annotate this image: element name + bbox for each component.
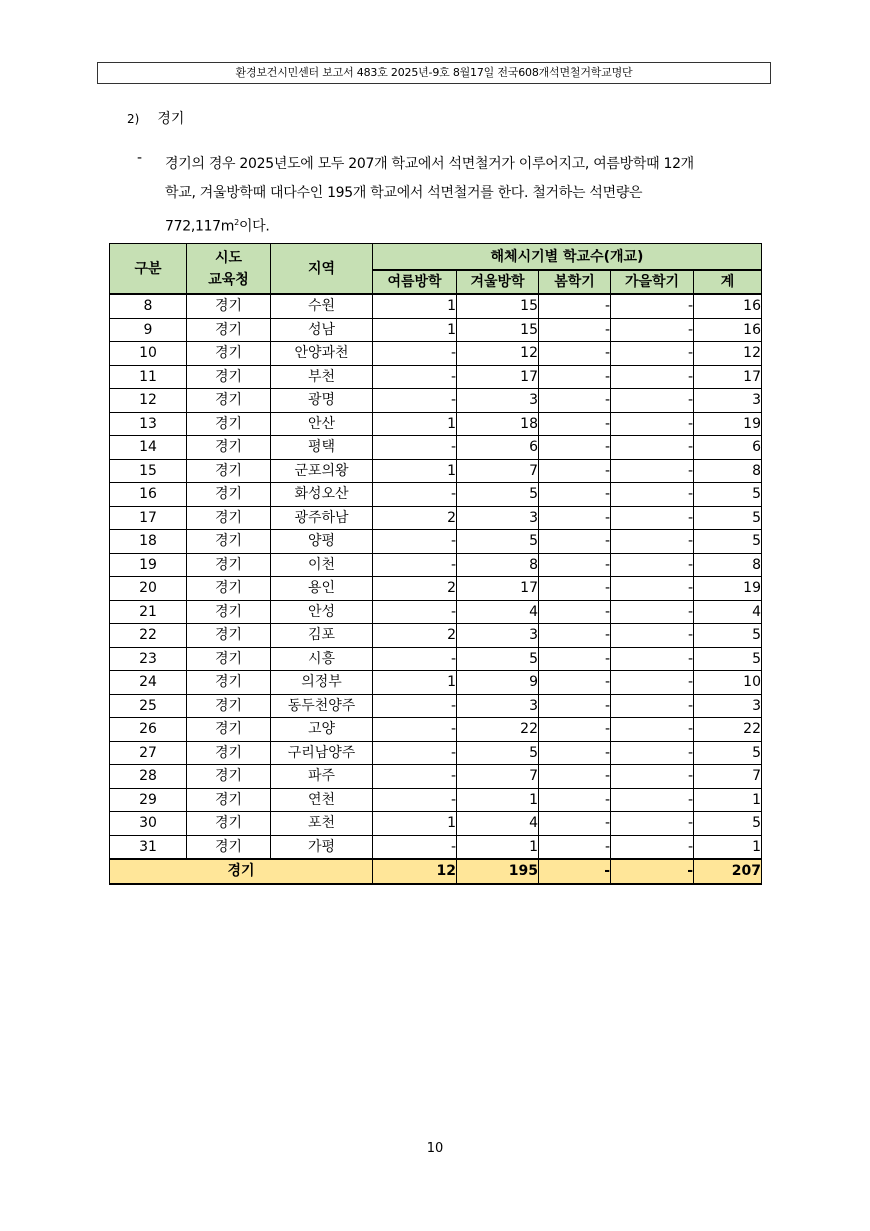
row-number: 30 — [110, 812, 187, 836]
row-winter: 3 — [457, 506, 539, 530]
row-total: 5 — [694, 647, 762, 671]
table-row — [110, 741, 762, 765]
row-winter: 18 — [457, 412, 539, 436]
row-winter: 12 — [457, 342, 539, 366]
row-spring: - — [539, 812, 611, 836]
row-number: 11 — [110, 365, 187, 389]
row-spring: - — [539, 553, 611, 577]
row-total: 8 — [694, 459, 762, 483]
row-edu-office: 경기 — [187, 365, 271, 389]
row-total: 5 — [694, 506, 762, 530]
row-fall: - — [611, 553, 694, 577]
row-fall: - — [611, 318, 694, 342]
row-winter: 1 — [457, 835, 539, 859]
row-spring: - — [539, 647, 611, 671]
row-winter: 4 — [457, 812, 539, 836]
row-total: 4 — [694, 600, 762, 624]
table-row — [110, 506, 762, 530]
row-spring: - — [539, 765, 611, 789]
report-header: 환경보건시민센터 보고서 483호 2025년-9호 8월17일 전국608개석면철거학교명단 — [97, 62, 771, 84]
row-number: 26 — [110, 718, 187, 742]
row-number: 12 — [110, 389, 187, 413]
row-winter: 15 — [457, 318, 539, 342]
row-summer: 1 — [373, 671, 457, 695]
row-number: 14 — [110, 436, 187, 460]
row-spring: - — [539, 577, 611, 601]
row-summer: 2 — [373, 577, 457, 601]
total-summer: 12 — [373, 859, 457, 884]
row-number: 19 — [110, 553, 187, 577]
row-fall: - — [611, 483, 694, 507]
row-summer: - — [373, 389, 457, 413]
row-total: 5 — [694, 624, 762, 648]
total-winter: 195 — [457, 859, 539, 884]
row-region: 구리남양주 — [271, 741, 373, 765]
row-edu-office: 경기 — [187, 671, 271, 695]
row-winter: 3 — [457, 624, 539, 648]
row-region: 수원 — [271, 294, 373, 318]
header-spring: 봄학기 — [539, 270, 611, 294]
row-total: 10 — [694, 671, 762, 695]
row-total: 6 — [694, 436, 762, 460]
row-total: 5 — [694, 530, 762, 554]
row-region: 동두천양주 — [271, 694, 373, 718]
row-region: 용인 — [271, 577, 373, 601]
row-summer: 2 — [373, 624, 457, 648]
row-summer: - — [373, 788, 457, 812]
row-winter: 9 — [457, 671, 539, 695]
row-edu-office: 경기 — [187, 506, 271, 530]
row-edu-office: 경기 — [187, 459, 271, 483]
total-row — [110, 859, 762, 884]
row-fall: - — [611, 647, 694, 671]
row-summer: - — [373, 530, 457, 554]
row-winter: 7 — [457, 459, 539, 483]
row-fall: - — [611, 741, 694, 765]
row-fall: - — [611, 600, 694, 624]
row-total: 3 — [694, 694, 762, 718]
row-total: 19 — [694, 412, 762, 436]
row-summer: - — [373, 765, 457, 789]
row-summer: - — [373, 718, 457, 742]
row-fall: - — [611, 835, 694, 859]
row-fall: - — [611, 624, 694, 648]
row-fall: - — [611, 389, 694, 413]
table-row — [110, 412, 762, 436]
row-edu-office: 경기 — [187, 318, 271, 342]
row-total: 22 — [694, 718, 762, 742]
table-row — [110, 812, 762, 836]
row-spring: - — [539, 342, 611, 366]
row-spring: - — [539, 506, 611, 530]
row-total: 19 — [694, 577, 762, 601]
row-total: 5 — [694, 483, 762, 507]
table-row — [110, 294, 762, 318]
section-title: 경기 — [157, 111, 185, 127]
row-region: 화성오산 — [271, 483, 373, 507]
unit-superscript: 2 — [234, 218, 239, 227]
row-fall: - — [611, 788, 694, 812]
row-fall: - — [611, 294, 694, 318]
asbestos-amount: 772,117m — [165, 218, 235, 235]
row-edu-office: 경기 — [187, 436, 271, 460]
school-table — [109, 243, 762, 885]
row-edu-office: 경기 — [187, 788, 271, 812]
row-summer: 1 — [373, 812, 457, 836]
row-edu-office: 경기 — [187, 600, 271, 624]
row-edu-office: 경기 — [187, 483, 271, 507]
row-spring: - — [539, 412, 611, 436]
row-number: 31 — [110, 835, 187, 859]
row-fall: - — [611, 365, 694, 389]
row-spring: - — [539, 294, 611, 318]
row-winter: 8 — [457, 553, 539, 577]
row-number: 29 — [110, 788, 187, 812]
row-number: 21 — [110, 600, 187, 624]
row-total: 1 — [694, 788, 762, 812]
row-fall: - — [611, 436, 694, 460]
table-row — [110, 365, 762, 389]
row-summer: - — [373, 741, 457, 765]
section-number: 2) — [127, 112, 140, 126]
section-heading — [127, 108, 184, 128]
row-winter: 15 — [457, 294, 539, 318]
row-total: 5 — [694, 812, 762, 836]
row-region: 광명 — [271, 389, 373, 413]
total-fall: - — [611, 859, 694, 884]
row-region: 시흥 — [271, 647, 373, 671]
table-row — [110, 788, 762, 812]
row-region: 양평 — [271, 530, 373, 554]
row-edu-office: 경기 — [187, 624, 271, 648]
row-winter: 5 — [457, 741, 539, 765]
table-row — [110, 342, 762, 366]
row-number: 18 — [110, 530, 187, 554]
row-edu-office: 경기 — [187, 765, 271, 789]
row-fall: - — [611, 694, 694, 718]
row-total: 17 — [694, 365, 762, 389]
header-total: 계 — [694, 270, 762, 294]
row-winter: 7 — [457, 765, 539, 789]
row-number: 8 — [110, 294, 187, 318]
table-row — [110, 389, 762, 413]
table-row — [110, 694, 762, 718]
row-winter: 5 — [457, 530, 539, 554]
table-row — [110, 718, 762, 742]
row-region: 파주 — [271, 765, 373, 789]
row-summer: 1 — [373, 412, 457, 436]
row-winter: 5 — [457, 647, 539, 671]
row-winter: 3 — [457, 694, 539, 718]
row-edu-office: 경기 — [187, 647, 271, 671]
table-row — [110, 647, 762, 671]
row-number: 10 — [110, 342, 187, 366]
row-fall: - — [611, 412, 694, 436]
row-spring: - — [539, 671, 611, 695]
row-edu-office: 경기 — [187, 530, 271, 554]
table-row — [110, 459, 762, 483]
row-edu-office: 경기 — [187, 412, 271, 436]
row-spring: - — [539, 600, 611, 624]
row-total: 1 — [694, 835, 762, 859]
row-summer: - — [373, 835, 457, 859]
header-group: 해체시기별 학교수(개교) — [373, 244, 762, 271]
row-number: 24 — [110, 671, 187, 695]
row-number: 20 — [110, 577, 187, 601]
row-region: 김포 — [271, 624, 373, 648]
row-number: 27 — [110, 741, 187, 765]
row-total: 12 — [694, 342, 762, 366]
row-edu-office: 경기 — [187, 389, 271, 413]
table-row — [110, 553, 762, 577]
row-fall: - — [611, 530, 694, 554]
row-summer: - — [373, 647, 457, 671]
row-edu-office: 경기 — [187, 835, 271, 859]
header-edu-office: 시도 교육청 — [187, 244, 271, 295]
row-edu-office: 경기 — [187, 741, 271, 765]
row-summer: - — [373, 600, 457, 624]
row-spring: - — [539, 318, 611, 342]
row-region: 안성 — [271, 600, 373, 624]
row-summer: - — [373, 694, 457, 718]
header-gubun: 구분 — [110, 244, 187, 295]
paragraph-line: 경기의 경우 2025년도에 모두 207개 학교에서 석면철거가 이루어지고, 여름방학때 12개 — [165, 156, 694, 172]
row-edu-office: 경기 — [187, 294, 271, 318]
row-total: 3 — [694, 389, 762, 413]
row-region: 연천 — [271, 788, 373, 812]
row-edu-office: 경기 — [187, 553, 271, 577]
row-region: 포천 — [271, 812, 373, 836]
row-spring: - — [539, 788, 611, 812]
row-spring: - — [539, 459, 611, 483]
row-number: 13 — [110, 412, 187, 436]
row-spring: - — [539, 694, 611, 718]
row-spring: - — [539, 741, 611, 765]
row-total: 16 — [694, 294, 762, 318]
row-number: 28 — [110, 765, 187, 789]
row-spring: - — [539, 436, 611, 460]
row-spring: - — [539, 365, 611, 389]
table-row — [110, 436, 762, 460]
bullet-marker: - — [137, 150, 143, 166]
row-winter: 17 — [457, 577, 539, 601]
row-summer: 1 — [373, 294, 457, 318]
row-edu-office: 경기 — [187, 342, 271, 366]
row-winter: 17 — [457, 365, 539, 389]
header-fall: 가을학기 — [611, 270, 694, 294]
table-row — [110, 577, 762, 601]
paragraph-line — [165, 208, 765, 242]
table-row — [110, 835, 762, 859]
page-number: 10 — [426, 1141, 444, 1156]
paragraph-ending: 이다. — [238, 218, 270, 235]
row-spring: - — [539, 389, 611, 413]
row-winter: 5 — [457, 483, 539, 507]
summary-paragraph — [165, 150, 765, 242]
row-spring: - — [539, 718, 611, 742]
row-region: 안산 — [271, 412, 373, 436]
row-edu-office: 경기 — [187, 577, 271, 601]
row-summer: 1 — [373, 459, 457, 483]
row-region: 부천 — [271, 365, 373, 389]
row-region: 군포의왕 — [271, 459, 373, 483]
row-region: 고양 — [271, 718, 373, 742]
table-row — [110, 600, 762, 624]
row-fall: - — [611, 459, 694, 483]
row-number: 25 — [110, 694, 187, 718]
row-total: 8 — [694, 553, 762, 577]
row-number: 23 — [110, 647, 187, 671]
row-summer: - — [373, 436, 457, 460]
table-row — [110, 624, 762, 648]
row-region: 광주하남 — [271, 506, 373, 530]
row-spring: - — [539, 835, 611, 859]
row-region: 안양과천 — [271, 342, 373, 366]
row-summer: 1 — [373, 318, 457, 342]
row-edu-office: 경기 — [187, 718, 271, 742]
row-spring: - — [539, 530, 611, 554]
row-total: 5 — [694, 741, 762, 765]
header-summer: 여름방학 — [373, 270, 457, 294]
row-total: 7 — [694, 765, 762, 789]
row-number: 22 — [110, 624, 187, 648]
row-edu-office: 경기 — [187, 694, 271, 718]
row-number: 16 — [110, 483, 187, 507]
row-fall: - — [611, 577, 694, 601]
total-label: 경기 — [110, 859, 373, 884]
row-fall: - — [611, 506, 694, 530]
table-row — [110, 318, 762, 342]
row-summer: - — [373, 483, 457, 507]
header-region: 지역 — [271, 244, 373, 295]
row-fall: - — [611, 812, 694, 836]
table-row — [110, 483, 762, 507]
row-winter: 4 — [457, 600, 539, 624]
row-winter: 22 — [457, 718, 539, 742]
row-spring: - — [539, 483, 611, 507]
total-spring: - — [539, 859, 611, 884]
row-summer: - — [373, 342, 457, 366]
row-winter: 3 — [457, 389, 539, 413]
row-summer: - — [373, 365, 457, 389]
row-winter: 1 — [457, 788, 539, 812]
row-region: 평택 — [271, 436, 373, 460]
total-total: 207 — [694, 859, 762, 884]
header-winter: 겨울방학 — [457, 270, 539, 294]
table-row — [110, 671, 762, 695]
row-region: 성남 — [271, 318, 373, 342]
row-number: 15 — [110, 459, 187, 483]
table-row — [110, 765, 762, 789]
row-number: 17 — [110, 506, 187, 530]
row-region: 이천 — [271, 553, 373, 577]
row-region: 의정부 — [271, 671, 373, 695]
table-row — [110, 530, 762, 554]
row-fall: - — [611, 718, 694, 742]
row-edu-office: 경기 — [187, 812, 271, 836]
row-fall: - — [611, 765, 694, 789]
row-region: 가평 — [271, 835, 373, 859]
row-number: 9 — [110, 318, 187, 342]
row-summer: 2 — [373, 506, 457, 530]
row-winter: 6 — [457, 436, 539, 460]
row-fall: - — [611, 342, 694, 366]
paragraph-line: 학교, 겨울방학때 대다수인 195개 학교에서 석면철거를 한다. 철거하는 석면량은 — [165, 185, 643, 201]
row-total: 16 — [694, 318, 762, 342]
row-fall: - — [611, 671, 694, 695]
row-spring: - — [539, 624, 611, 648]
row-summer: - — [373, 553, 457, 577]
